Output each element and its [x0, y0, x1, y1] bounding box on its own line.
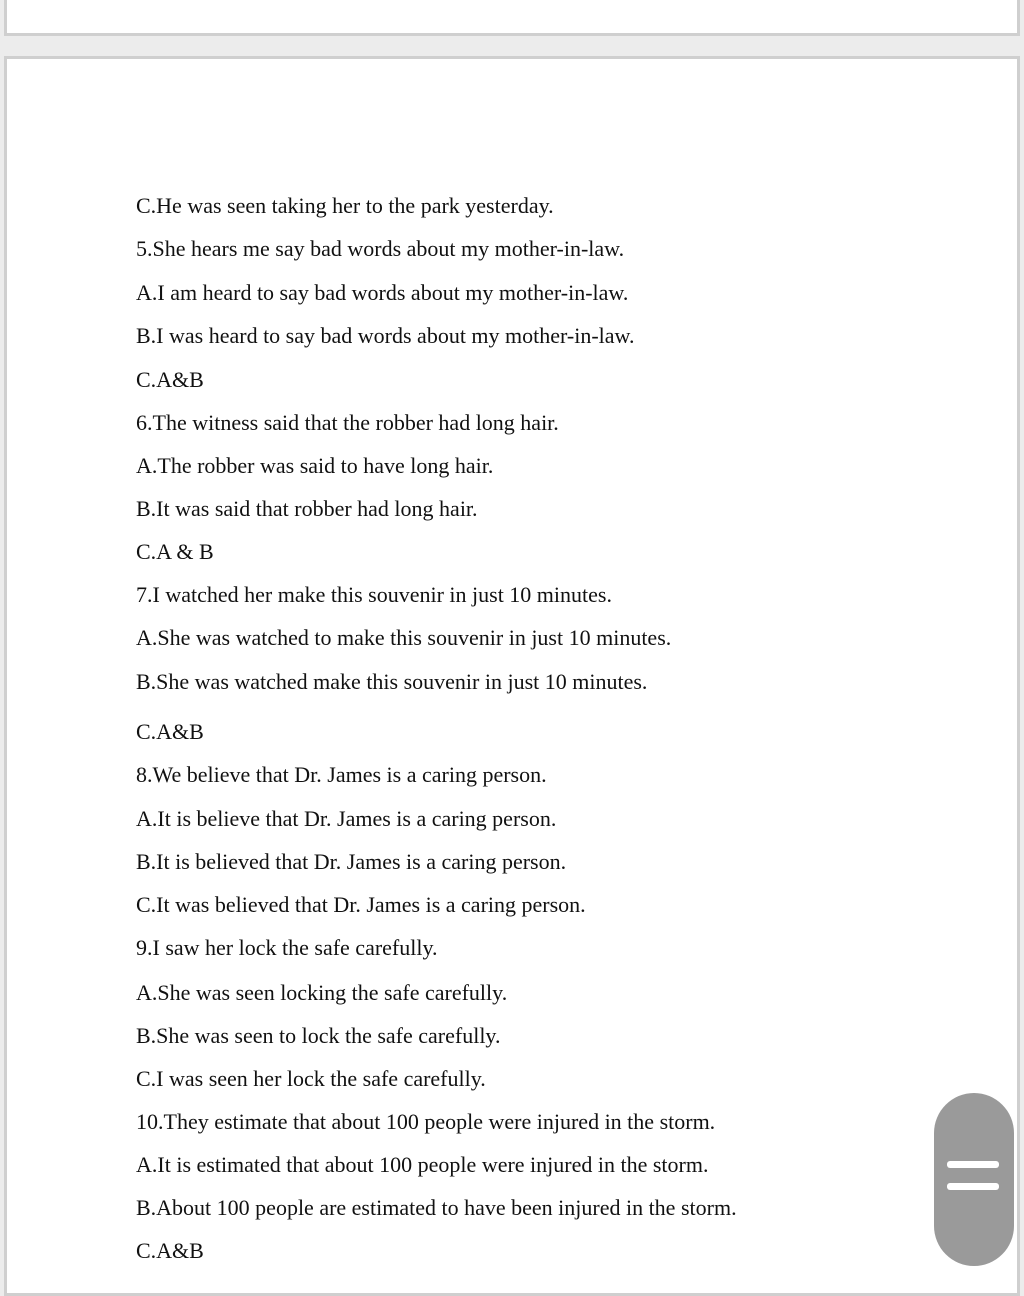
question-line: 6.The witness said that the robber had long hair.: [136, 410, 559, 435]
answer-line: A.The robber was said to have long hair.: [136, 453, 494, 478]
answer-line: C.It was believed that Dr. James is a caring person.: [136, 892, 586, 917]
answer-line: A.I am heard to say bad words about my mother-in-law.: [136, 280, 629, 305]
answer-line: A.She was watched to make this souvenir in just 10 minutes.: [136, 625, 672, 650]
answer-line: B.About 100 people are estimated to have been injured in the storm.: [136, 1195, 737, 1220]
question-line: 7.I watched her make this souvenir in just 10 minutes.: [136, 582, 612, 607]
answer-line: B.I was heard to say bad words about my mother-in-law.: [136, 323, 635, 348]
answer-line: C.A&B: [136, 1238, 204, 1263]
question-line: 10.They estimate that about 100 people were injured in the storm.: [136, 1109, 716, 1134]
answer-line: C.He was seen taking her to the park yesterday.: [136, 193, 554, 218]
question-line: 9.I saw her lock the safe carefully.: [136, 935, 438, 960]
answer-line: B.It was said that robber had long hair.: [136, 496, 478, 521]
answer-line: B.It is believed that Dr. James is a caring person.: [136, 849, 567, 874]
drag-handle-icon: [947, 1183, 999, 1190]
answer-line: A.It is believe that Dr. James is a caring person.: [136, 806, 557, 831]
answer-line: A.She was seen locking the safe carefully.: [136, 980, 508, 1005]
answer-line: A.It is estimated that about 100 people were injured in the storm.: [136, 1152, 709, 1177]
question-line: 8.We believe that Dr. James is a caring person.: [136, 762, 547, 787]
question-line: 5.She hears me say bad words about my mother-in-law.: [136, 236, 625, 261]
previous-page: [4, 0, 1020, 36]
answer-line: C.A&B: [136, 367, 204, 392]
answer-line: C.A&B: [136, 719, 204, 744]
drag-handle-icon: [947, 1161, 999, 1168]
answer-line: B.She was watched make this souvenir in just 10 minutes.: [136, 669, 648, 694]
answer-line: C.I was seen her lock the safe carefully.: [136, 1066, 486, 1091]
answer-line: B.She was seen to lock the safe carefully.: [136, 1023, 501, 1048]
answer-line: C.A & B: [136, 539, 214, 564]
scroll-handle[interactable]: [934, 1093, 1014, 1266]
